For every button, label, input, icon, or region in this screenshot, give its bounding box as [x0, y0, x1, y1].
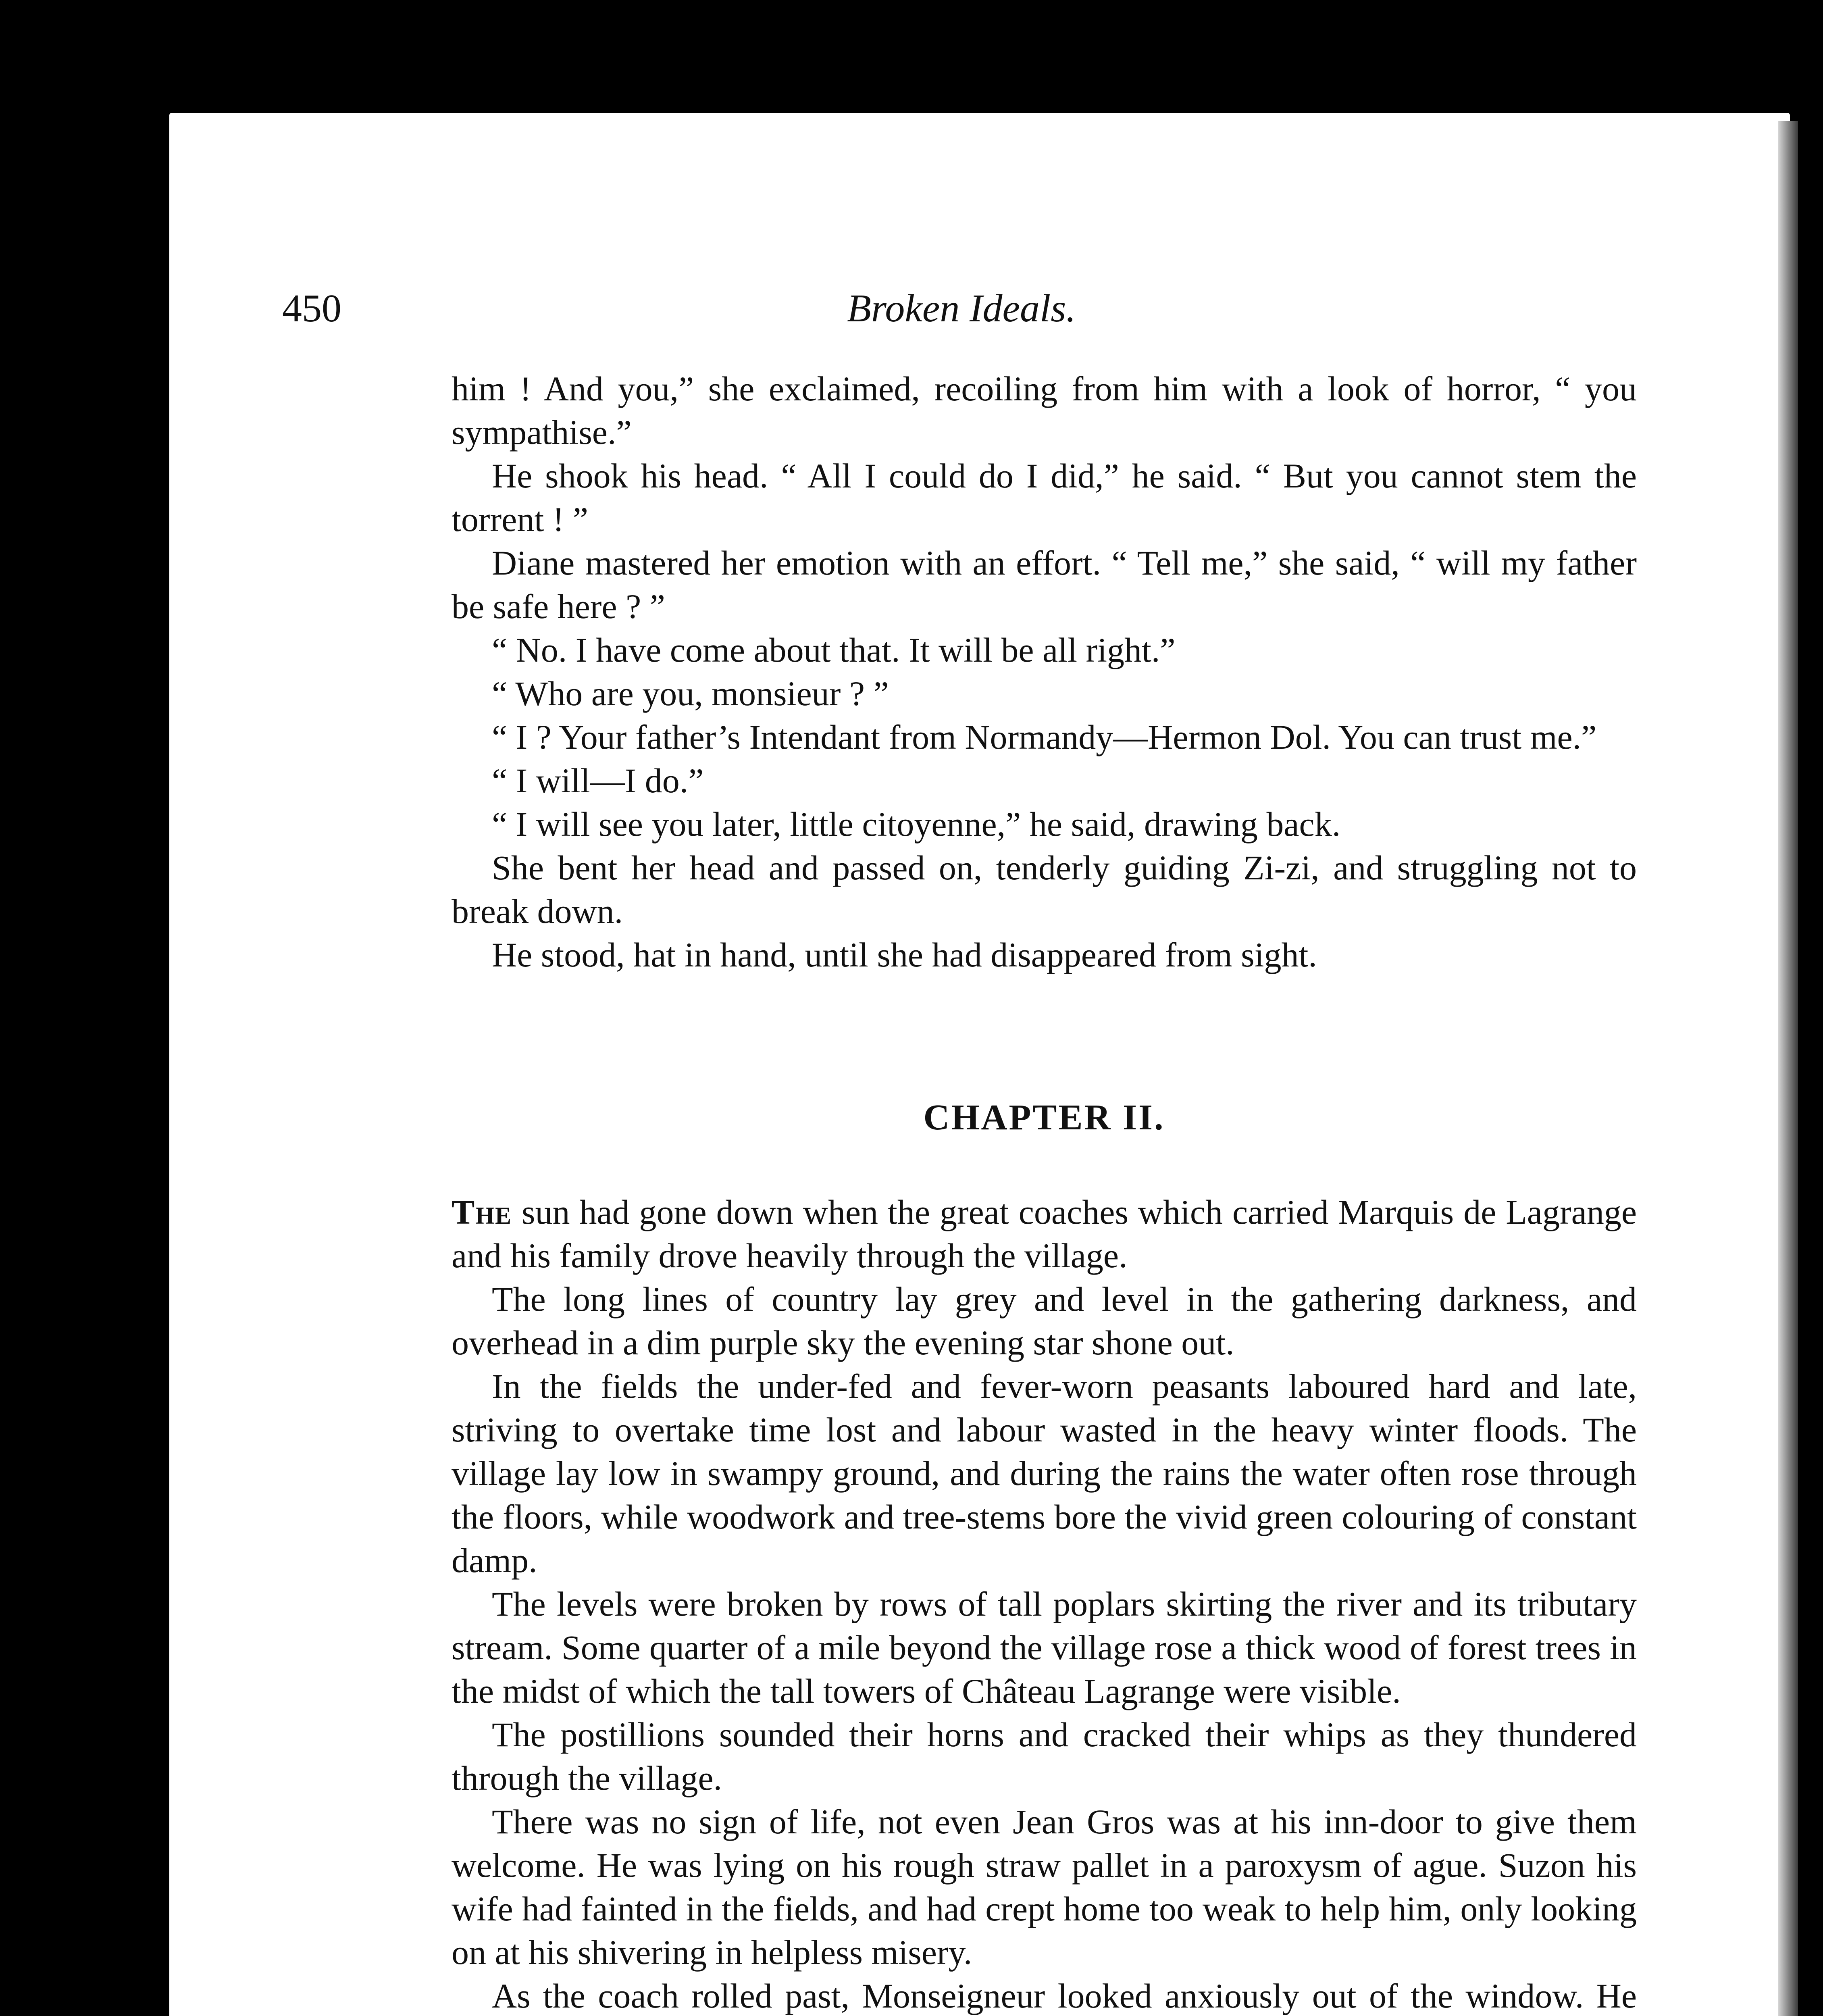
running-title: Broken Ideals. — [847, 287, 1076, 330]
opening-text: sun had gone down when the great coaches which carried Marquis de Lagrange and his family drove heavily through the village. — [452, 1193, 1637, 1275]
paragraph: As the coach rolled past, Monseigneur looked anxiously out of the window. He — [492, 1976, 1637, 2015]
paragraph: “ I will see you later, little citoyenne,” he said, drawing back. — [492, 805, 1341, 843]
paragraph: He stood, hat in hand, until she had disappeared from sight. — [492, 935, 1317, 974]
paragraph: “ I will—I do.” — [492, 761, 704, 800]
chapter-opening-paragraph — [452, 1190, 1637, 1277]
chapter-heading: CHAPTER II. — [923, 1098, 1165, 1137]
running-head — [282, 278, 1641, 339]
paragraph: The long lines of country lay grey and level in the gathering darkness, and overhead in a dim purple sky the evening star shone out. — [452, 1280, 1637, 1362]
paragraph: There was no sign of life, not even Jean Gros was at his inn-door to give them welcome. He was lying on his rough straw pallet in a paroxysm of ague. Suzon his wife had fainted in the fields, and had crept home too weak to help him, only looking on at his shivering in helpless misery. — [452, 1802, 1637, 1972]
paragraph: Diane mastered her emotion with an effort. “ Tell me,” she said, “ will my father be safe here ? ” — [452, 544, 1637, 626]
paragraph: He shook his head. “ All I could do I did,” he said. “ But you cannot stem the torrent ! ” — [452, 456, 1637, 539]
paragraph: The levels were broken by rows of tall poplars skirting the river and its tributary stream. Some quarter of a mile beyond the village rose a thick wood of forest trees in the midst of which the tall towers of Château Lagrange were visible. — [452, 1585, 1637, 1710]
paragraph: She bent her head and passed on, tenderly guiding Zi-zi, and struggling not to break down. — [452, 848, 1637, 931]
book-spine-edge — [1778, 121, 1798, 2016]
paragraph: The postillions sounded their horns and cracked their whips as they thundered through the village. — [452, 1715, 1637, 1797]
paragraph: “ No. I have come about that. It will be all right.” — [492, 631, 1176, 669]
page-number: 450 — [282, 287, 341, 330]
paragraph: “ I ? Your father’s Intendant from Normandy—Hermon Dol. You can trust me.” — [492, 718, 1597, 756]
paragraph: In the fields the under-fed and fever-worn peasants laboured hard and late, striving to overtake time lost and labour wasted in the heavy winter floods. The village lay low in swampy ground, and during the rains the water often rose through the floors, while woodwork and tree-stems bore the vivid green colouring of constant damp. — [452, 1367, 1637, 1580]
body-text — [452, 367, 1637, 2016]
lead-word: The — [452, 1193, 512, 1231]
paragraph: “ Who are you, monsieur ? ” — [492, 674, 889, 713]
paragraph: him ! And you,” she exclaimed, recoiling from him with a look of horror, “ you sympathise.” — [452, 369, 1637, 452]
